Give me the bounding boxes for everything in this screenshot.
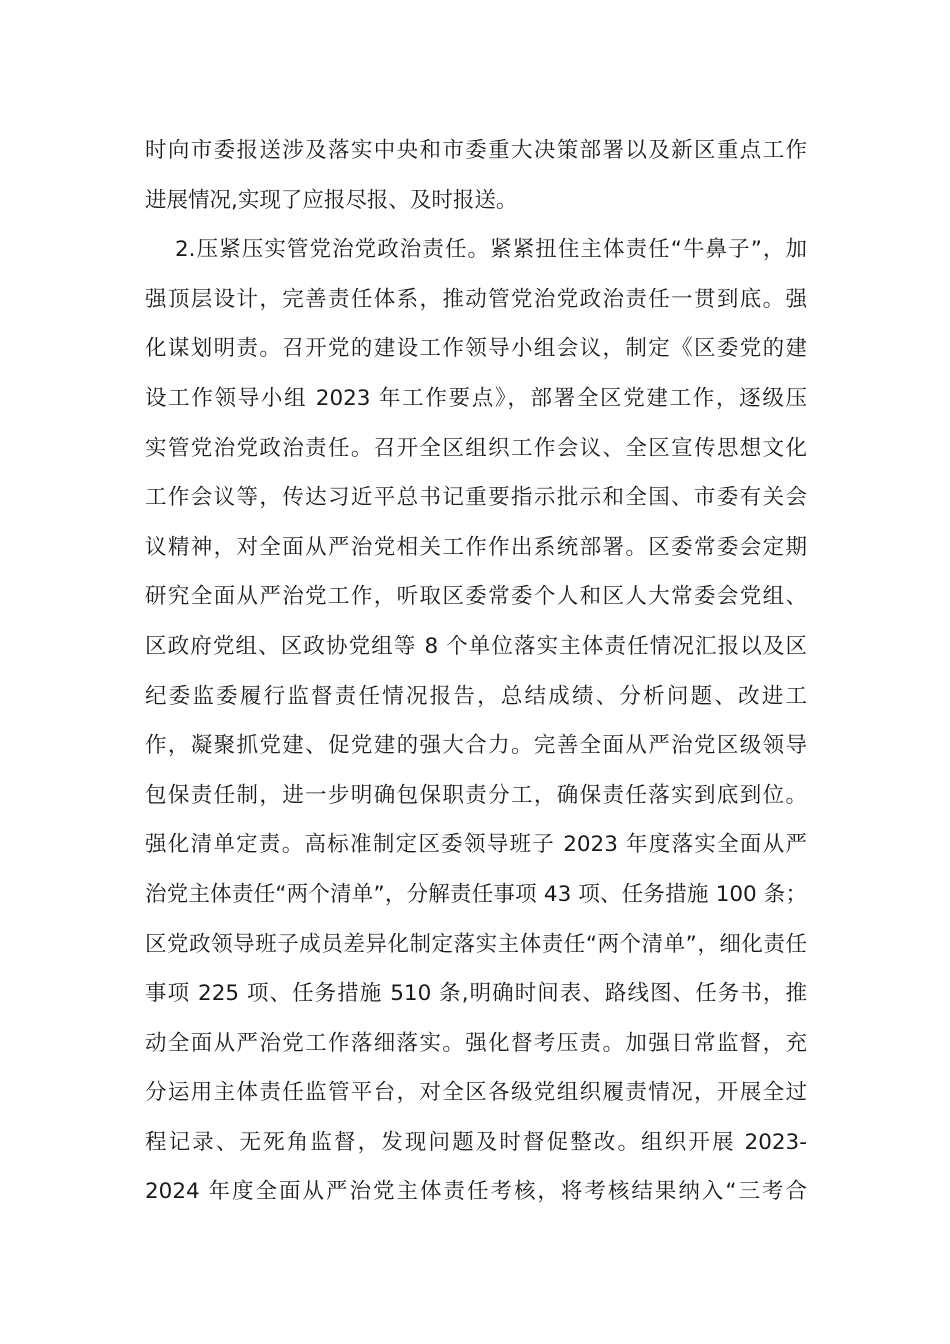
text-line-14: 包保责任制，进一步明确包保职责分工，确保责任落实到底到位。: [145, 782, 807, 808]
body-text: [145, 126, 807, 1217]
text-line-7: 实管党治党政治责任。召开全区组织工作会议、全区宣传思想文化: [145, 435, 807, 461]
text-line-1: 时向市委报送涉及落实中央和市委重大决策部署以及新区重点工作: [145, 138, 807, 163]
text-line-3: 2.压紧压实管党治党政治责任。紧紧扭住主体责任“牛鼻子”，加: [175, 237, 807, 263]
text-line-13: 作，凝聚抓党建、促党建的强大合力。完善全面从严治党区级领导: [145, 733, 807, 759]
text-line-16: 治党主体责任“两个清单”，分解责任事项 43 项、任务措施 100 条；: [145, 881, 807, 907]
text-line-22: 2024 年度全面从严治党主体责任考核，将考核结果纳入“三考合: [145, 1179, 807, 1205]
text-line-19: 动全面从严治党工作落细落实。强化督考压责。加强日常监督，充: [145, 1030, 807, 1056]
text-line-10: 研究全面从严治党工作，听取区委常委个人和区人大常委会党组、: [145, 584, 807, 610]
text-line-20: 分运用主体责任监管平台，对全区各级党组织履责情况，开展全过: [145, 1080, 807, 1106]
text-line-8: 工作会议等，传达习近平总书记重要指示批示和全国、市委有关会: [145, 485, 807, 511]
text-line-6: 设工作领导小组 2023 年工作要点》，部署全区党建工作，逐级压: [145, 385, 807, 411]
text-line-5: 化谋划明责。召开党的建设工作领导小组会议，制定《区委党的建: [145, 336, 807, 362]
text-line-12: 纪委监委履行监督责任情况报告，总结成绩、分析问题、改进工: [145, 683, 807, 709]
text-line-4: 强顶层设计，完善责任体系，推动管党治党政治责任一贯到底。强: [145, 286, 807, 312]
text-line-18: 事项 225 项、任务措施 510 条,明确时间表、路线图、任务书，推: [145, 981, 807, 1007]
text-line-15: 强化清单定责。高标准制定区委领导班子 2023 年度落实全面从严: [145, 832, 807, 858]
text-line-21: 程记录、无死角监督，发现问题及时督促整改。组织开展 2023-: [145, 1129, 807, 1155]
text-line-17: 区党政领导班子成员差异化制定落实主体责任“两个清单”，细化责任: [145, 931, 807, 957]
text-line-9: 议精神，对全面从严治党相关工作作出系统部署。区委常委会定期: [145, 534, 807, 560]
text-line-2: 进展情况,实现了应报尽报、及时报送。: [145, 187, 518, 213]
text-line-11: 区政府党组、区政协党组等 8 个单位落实主体责任情况汇报以及区: [145, 633, 807, 659]
